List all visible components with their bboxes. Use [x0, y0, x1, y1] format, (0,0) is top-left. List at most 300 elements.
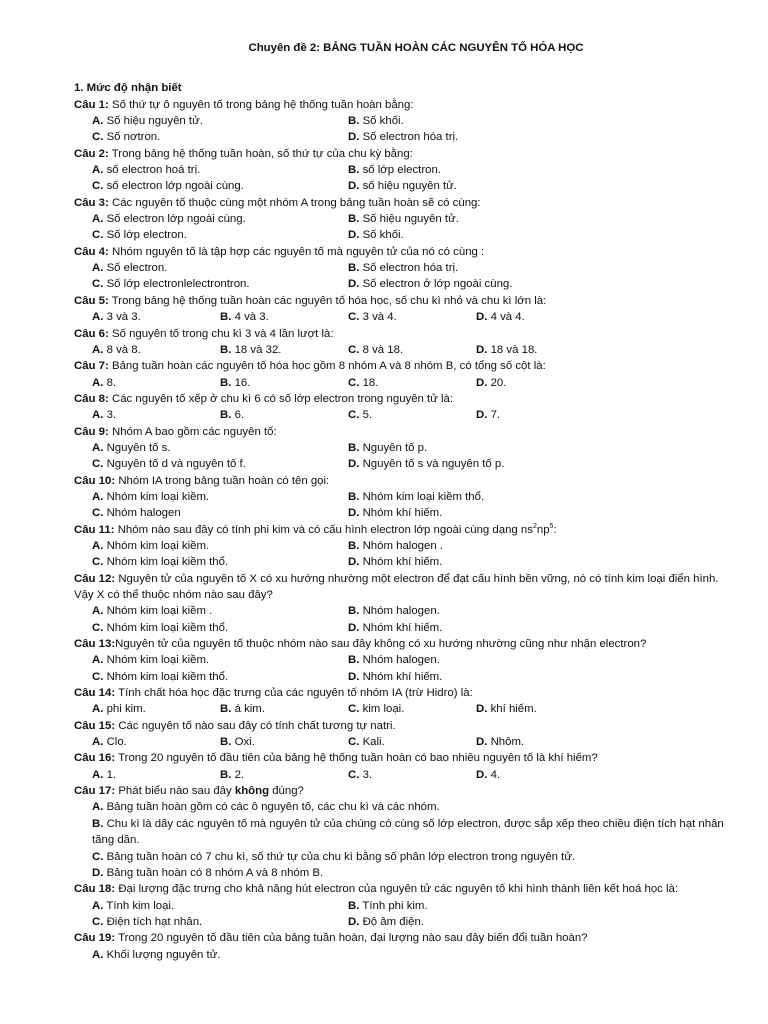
option-letter: D.: [476, 703, 488, 716]
option-d: [348, 129, 604, 145]
option-text: Chu kì là dãy các nguyên tố mà nguyên tử của chúng có cùng số lớp electron, được sắp xếp theo chiều điện tích hạt nhân tăng dần.: [92, 817, 724, 847]
option-text: 18 và 18.: [490, 343, 538, 356]
question-12: [74, 571, 728, 604]
option-letter: A.: [92, 490, 104, 503]
question-label: Câu 18:: [74, 883, 116, 896]
option-c: [348, 767, 476, 783]
question-label: Câu 11:: [74, 523, 115, 536]
option-text: số electron hoá trị.: [106, 164, 201, 177]
option-letter: C.: [92, 556, 104, 569]
option-text: Nhóm kim loại kiềm thổ.: [362, 490, 485, 503]
option-text: Khối lượng nguyên tử.: [106, 948, 221, 961]
question-13-options: [74, 652, 728, 685]
option-text: Số hiệu nguyên tử.: [106, 115, 203, 128]
option-letter: D.: [476, 768, 488, 781]
option-text: Nhóm halogen .: [362, 539, 443, 552]
option-b: [348, 898, 604, 914]
option-letter: D.: [476, 409, 488, 422]
option-a: [74, 799, 728, 815]
emphasis-text: không: [234, 785, 270, 798]
question-6: [74, 326, 728, 342]
option-letter: A.: [92, 376, 104, 389]
question-3-options: [74, 211, 728, 244]
option-d: [476, 407, 604, 423]
option-b: [348, 489, 604, 505]
option-text: Bảng tuần hoàn có 7 chu kì, số thứ tự của chu kì bằng số phân lớp electron trong nguyên tử.: [106, 850, 576, 863]
question-text: Trong 20 nguyên tố đầu tiên của bảng hệ thống tuần hoàn có bao nhiêu nguyên tố là khí hiếm?: [115, 752, 598, 765]
option-text: Nguyên tố p.: [362, 441, 428, 454]
question-14: [74, 685, 728, 701]
option-text: á kim.: [234, 703, 265, 716]
question-text: Nhóm nguyên tố là tập hợp các nguyên tố mà nguyên tử của nó có cùng :: [108, 245, 485, 258]
option-b: [348, 603, 604, 619]
option-c: [348, 375, 476, 391]
option-d: [348, 669, 604, 685]
option-c: [92, 129, 348, 145]
option-text: Nhóm kim loại kiềm thổ.: [106, 670, 229, 683]
question-text: Tính chất hóa học đặc trưng của các nguyên tố nhóm IA (trừ Hidro) là:: [115, 687, 473, 700]
option-letter: D.: [348, 278, 360, 291]
option-letter: C.: [92, 229, 104, 242]
option-text: 4 và 3.: [234, 311, 269, 324]
option-text: Nguyên tố d và nguyên tố f.: [106, 458, 246, 471]
option-letter: A.: [92, 213, 104, 226]
option-a: [92, 113, 348, 129]
option-letter: C.: [92, 507, 104, 520]
option-letter: D.: [476, 736, 488, 749]
option-d: [476, 342, 604, 358]
option-text: 3.: [106, 409, 117, 422]
question-label: Câu 17:: [74, 785, 116, 798]
option-text: số electron lớp ngoài cùng.: [106, 180, 244, 193]
question-label: Câu 3:: [74, 196, 109, 209]
option-letter: B.: [92, 817, 104, 830]
option-letter: B.: [220, 311, 232, 324]
option-text: 5.: [362, 409, 373, 422]
option-letter: C.: [92, 180, 104, 193]
option-b: [348, 538, 604, 554]
option-letter: A.: [92, 441, 104, 454]
option-letter: D.: [348, 621, 360, 634]
option-text: Nhóm khí hiếm.: [362, 507, 443, 520]
option-text: Oxi.: [234, 736, 255, 749]
question-11: [74, 522, 728, 538]
question-text: đúng?: [269, 785, 304, 798]
question-text: Trong bảng hệ thống tuần hoàn các nguyên tố hóa học, số chu kì nhỏ và chu kì lớn là:: [108, 294, 547, 307]
question-14-options: [74, 701, 728, 717]
question-text: Đại lượng đặc trưng cho khả năng hút electron của nguyên tử các nguyên tố khi hình thành liên kết hoá học là:: [115, 883, 679, 896]
option-a: [92, 603, 348, 619]
question-text: Phát biểu nào sau đây: [115, 785, 235, 798]
option-b: [220, 342, 348, 358]
option-letter: B.: [348, 490, 360, 503]
option-b: [220, 375, 348, 391]
option-text: Nhóm kim loại kiềm thổ.: [106, 556, 229, 569]
question-label: Câu 16:: [74, 752, 116, 765]
question-12-options: [74, 603, 728, 636]
option-c: [92, 554, 348, 570]
option-letter: D.: [348, 670, 360, 683]
option-c: [348, 734, 476, 750]
option-text: 6.: [234, 409, 245, 422]
question-label: Câu 12:: [74, 572, 116, 585]
option-c: [92, 620, 348, 636]
option-letter: C.: [92, 850, 104, 863]
question-text: :: [553, 523, 557, 536]
option-a: [92, 538, 348, 554]
option-c: [348, 701, 476, 717]
question-text: Nhóm A bao gồm các nguyên tố:: [108, 425, 277, 438]
option-a: [92, 701, 220, 717]
option-text: Số electron.: [106, 262, 168, 275]
question-text: Trong bảng hệ thống tuần hoàn, số thứ tự của chu kỳ bằng:: [108, 147, 413, 160]
question-16: [74, 750, 728, 766]
question-label: Câu 14:: [74, 687, 116, 700]
option-letter: D.: [348, 131, 360, 144]
question-19-options: [74, 947, 728, 963]
question-6-options: [74, 342, 728, 358]
question-text: Số nguyên tố trong chu kì 3 và 4 lần lượt là:: [108, 327, 334, 340]
option-letter: C.: [92, 915, 104, 928]
option-d: [74, 865, 728, 881]
option-letter: D.: [348, 229, 360, 242]
option-letter: A.: [92, 311, 104, 324]
option-d: [476, 767, 604, 783]
option-a: [92, 309, 220, 325]
question-4: [74, 244, 728, 260]
question-text: Nhóm IA trong bảng tuần hoàn có tên gọi:: [115, 474, 330, 487]
question-label: Câu 10:: [74, 474, 116, 487]
option-c: [92, 914, 348, 930]
option-text: Tính kim loại.: [106, 899, 175, 912]
question-label: Câu 6:: [74, 327, 109, 340]
option-letter: B.: [220, 768, 232, 781]
option-text: Nhóm khí hiếm.: [362, 621, 443, 634]
option-d: [348, 227, 604, 243]
option-letter: C.: [92, 278, 104, 291]
option-c: [92, 276, 348, 292]
option-text: Nhôm.: [490, 736, 525, 749]
question-text: Các nguyên tố nào sau đây có tính chất tương tự natri.: [115, 719, 396, 732]
option-letter: A.: [92, 539, 104, 552]
option-text: 2.: [234, 768, 245, 781]
option-d: [476, 309, 604, 325]
option-text: 4.: [490, 768, 501, 781]
question-label: Câu 2:: [74, 147, 109, 160]
question-2-options: [74, 162, 728, 195]
option-text: 18 và 32.: [234, 343, 282, 356]
option-letter: D.: [348, 507, 360, 520]
option-text: Bảng tuần hoàn có 8 nhóm A và 8 nhóm B.: [106, 866, 324, 879]
question-1-options: [74, 113, 728, 146]
question-text: Bảng tuần hoàn các nguyên tố hóa học gồm 8 nhóm A và 8 nhóm B, có tổng số cột là:: [108, 360, 546, 373]
option-a: [92, 407, 220, 423]
option-d: [348, 554, 604, 570]
option-text: Số hiệu nguyên tử.: [362, 213, 459, 226]
option-text: Nhóm khí hiếm.: [362, 556, 443, 569]
question-2: [74, 146, 728, 162]
option-letter: B.: [348, 539, 360, 552]
option-text: Nhóm kim loại kiềm.: [106, 490, 210, 503]
option-text: Nhóm kim loại kiềm.: [106, 654, 210, 667]
question-7: [74, 358, 728, 374]
option-letter: A.: [92, 262, 104, 275]
option-a: [92, 440, 348, 456]
question-text: Nguyên tử của nguyên tố X có xu hướng nhường một electron để đạt cấu hình bền vững, nó có tính kim loại điển hình. Vậy X có thể thuộc nhóm nào sau đây?: [74, 572, 719, 601]
question-text: np: [536, 523, 550, 536]
option-letter: C.: [348, 376, 360, 389]
question-7-options: [74, 375, 728, 391]
option-a: [92, 162, 348, 178]
option-c: [92, 227, 348, 243]
question-label: Câu 19:: [74, 932, 116, 945]
option-text: Bảng tuần hoàn gồm có các ô nguyên tố, các chu kì và các nhóm.: [106, 801, 440, 814]
option-letter: A.: [92, 605, 104, 618]
option-text: Kali.: [362, 736, 385, 749]
question-8-options: [74, 407, 728, 423]
question-label: Câu 7:: [74, 360, 109, 373]
option-text: Số khối.: [362, 115, 404, 128]
question-text: Trong 20 nguyên tố đầu tiên của bảng tuần hoàn, đại lượng nào sau đây biến đổi tuần hoàn?: [115, 932, 588, 945]
question-5: [74, 293, 728, 309]
option-text: Nhóm khí hiếm.: [362, 670, 443, 683]
option-letter: B.: [348, 654, 360, 667]
option-d: [348, 456, 604, 472]
option-b: [348, 440, 604, 456]
option-c: [74, 849, 728, 865]
option-letter: B.: [348, 441, 360, 454]
option-text: Nhóm halogen.: [362, 605, 440, 618]
section-heading: 1. Mức độ nhận biết: [74, 82, 182, 95]
option-letter: D.: [476, 343, 488, 356]
option-letter: C.: [348, 409, 360, 422]
option-text: Nguyên tố s.: [106, 441, 171, 454]
question-9-options: [74, 440, 728, 473]
option-b: [348, 162, 604, 178]
option-letter: C.: [348, 311, 360, 324]
option-letter: B.: [220, 409, 232, 422]
option-text: Nhóm kim loại kiềm thổ.: [106, 621, 229, 634]
question-19: [74, 930, 728, 946]
option-text: 7.: [490, 409, 501, 422]
option-a: [92, 734, 220, 750]
option-text: Điện tích hạt nhân.: [106, 915, 203, 928]
option-text: Tính phi kim.: [362, 899, 428, 912]
option-letter: A.: [92, 736, 104, 749]
option-a: [92, 375, 220, 391]
superscript: 2: [532, 522, 537, 530]
option-text: Nguyên tố s và nguyên tố p.: [362, 458, 505, 471]
option-text: kim loại.: [362, 703, 405, 716]
option-text: Nhóm halogen: [106, 507, 181, 520]
option-text: Số electron hóa trị.: [362, 131, 459, 144]
option-text: 3 và 4.: [362, 311, 397, 324]
option-d: [348, 914, 604, 930]
option-letter: B.: [348, 899, 360, 912]
question-label: Câu 15:: [74, 719, 116, 732]
option-text: 8 và 8.: [106, 343, 141, 356]
option-letter: B.: [220, 343, 232, 356]
question-13: [74, 636, 728, 652]
option-c: [348, 407, 476, 423]
option-letter: B.: [220, 376, 232, 389]
question-10: [74, 473, 728, 489]
option-b: [348, 260, 604, 276]
option-text: Số khối.: [362, 229, 404, 242]
question-3: [74, 195, 728, 211]
option-b: [220, 767, 348, 783]
question-8: [74, 391, 728, 407]
option-letter: B.: [348, 213, 360, 226]
option-letter: C.: [348, 736, 360, 749]
question-text: Các nguyên tố thuộc cùng một nhóm A trong bảng tuần hoàn sẽ có cùng:: [108, 196, 481, 209]
option-b: [220, 407, 348, 423]
option-d: [348, 620, 604, 636]
question-text: Các nguyên tố xếp ở chu kì 6 có số lớp electron trong nguyên tử là:: [108, 392, 454, 405]
document-title: Chuyên đề 2: BẢNG TUẦN HOÀN CÁC NGUYÊN TỐ HÓA HỌC: [248, 42, 584, 54]
option-letter: D.: [348, 915, 360, 928]
question-1: [74, 97, 728, 113]
option-letter: B.: [348, 262, 360, 275]
question-label: Câu 8:: [74, 392, 109, 405]
option-text: Nhóm kim loại kiềm.: [106, 539, 210, 552]
question-4-options: [74, 260, 728, 293]
option-text: Số electron ở lớp ngoài cùng.: [362, 278, 513, 291]
option-letter: C.: [348, 703, 360, 716]
option-a: [92, 947, 348, 963]
option-text: 3.: [362, 768, 373, 781]
option-d: [348, 505, 604, 521]
option-text: Nhóm halogen.: [362, 654, 440, 667]
option-text: 8.: [106, 376, 117, 389]
option-text: Số lớp electronlelectrontron.: [106, 278, 250, 291]
option-b: [348, 113, 604, 129]
option-text: 8 và 18.: [362, 343, 404, 356]
question-15: [74, 718, 728, 734]
option-letter: C.: [92, 670, 104, 683]
option-letter: A.: [92, 899, 104, 912]
option-text: 18.: [362, 376, 379, 389]
option-c: [92, 505, 348, 521]
option-a: [92, 260, 348, 276]
option-b: [348, 211, 604, 227]
option-d: [476, 734, 604, 750]
question-18-options: [74, 898, 728, 931]
option-a: [92, 489, 348, 505]
option-letter: D.: [92, 866, 104, 879]
option-text: 4 và 4.: [490, 311, 525, 324]
option-letter: C.: [348, 343, 360, 356]
question-label: Câu 4:: [74, 245, 109, 258]
question-17: [74, 783, 728, 799]
option-text: 20.: [490, 376, 507, 389]
option-text: phi kim.: [106, 703, 146, 716]
option-letter: A.: [92, 164, 104, 177]
question-label: Câu 1:: [74, 98, 109, 111]
option-letter: D.: [348, 458, 360, 471]
option-letter: A.: [92, 703, 104, 716]
question-10-options: [74, 489, 728, 522]
option-a: [92, 898, 348, 914]
option-letter: B.: [220, 703, 232, 716]
option-letter: A.: [92, 948, 104, 961]
option-letter: B.: [348, 164, 360, 177]
option-c: [92, 456, 348, 472]
option-b: [74, 816, 728, 849]
option-c: [348, 309, 476, 325]
option-b: [220, 309, 348, 325]
option-letter: C.: [92, 458, 104, 471]
option-letter: C.: [92, 131, 104, 144]
option-d: [348, 178, 604, 194]
question-9: [74, 424, 728, 440]
option-letter: A.: [92, 768, 104, 781]
option-text: Số nơtron.: [106, 131, 161, 144]
question-18: [74, 881, 728, 897]
option-c: [92, 178, 348, 194]
option-letter: A.: [92, 409, 104, 422]
question-15-options: [74, 734, 728, 750]
option-letter: A.: [92, 801, 104, 814]
option-b: [348, 652, 604, 668]
option-d: [348, 276, 604, 292]
question-text: Số thứ tự ô nguyên tố trong bảng hệ thống tuần hoàn bằng:: [108, 98, 414, 111]
option-letter: C.: [92, 621, 104, 634]
option-a: [92, 211, 348, 227]
option-letter: A.: [92, 343, 104, 356]
option-text: Độ âm điện.: [362, 915, 424, 928]
option-letter: B.: [348, 605, 360, 618]
option-letter: D.: [348, 180, 360, 193]
option-b: [220, 734, 348, 750]
question-5-options: [74, 309, 728, 325]
option-letter: A.: [92, 654, 104, 667]
option-text: khí hiếm.: [490, 703, 537, 716]
option-letter: A.: [92, 115, 104, 128]
question-label: Câu 5:: [74, 294, 109, 307]
option-letter: D.: [348, 556, 360, 569]
question-16-options: [74, 767, 728, 783]
option-text: 1.: [106, 768, 117, 781]
superscript: 5: [549, 522, 554, 530]
option-a: [92, 767, 220, 783]
option-c: [348, 342, 476, 358]
option-letter: B.: [220, 736, 232, 749]
option-letter: D.: [476, 376, 488, 389]
option-text: Số electron lớp ngoài cùng.: [106, 213, 246, 226]
option-text: Clo.: [106, 736, 127, 749]
option-d: [476, 375, 604, 391]
question-text: Nhóm nào sau đây có tính phi kim và có cấu hình electron lớp ngoài cùng dạng ns: [114, 523, 533, 536]
option-text: số hiệu nguyên tử.: [362, 180, 457, 193]
option-letter: D.: [476, 311, 488, 324]
option-b: [220, 701, 348, 717]
option-text: Số electron hóa trị.: [362, 262, 459, 275]
option-text: Nhóm kim loại kiềm .: [106, 605, 213, 618]
question-11-options: [74, 538, 728, 571]
option-text: Số lớp electron.: [106, 229, 187, 242]
option-text: 3 và 3.: [106, 311, 141, 324]
question-label: Câu 9:: [74, 425, 109, 438]
option-letter: C.: [348, 768, 360, 781]
option-text: số lớp electron.: [362, 164, 441, 177]
option-letter: B.: [348, 115, 360, 128]
option-text: 16.: [234, 376, 251, 389]
option-c: [92, 669, 348, 685]
question-text: Nguyên tử của nguyên tố thuộc nhóm nào sau đây không có xu hướng nhường cũng như nhận electron?: [115, 638, 647, 651]
question-label: Câu 13:: [74, 638, 116, 651]
option-a: [92, 652, 348, 668]
